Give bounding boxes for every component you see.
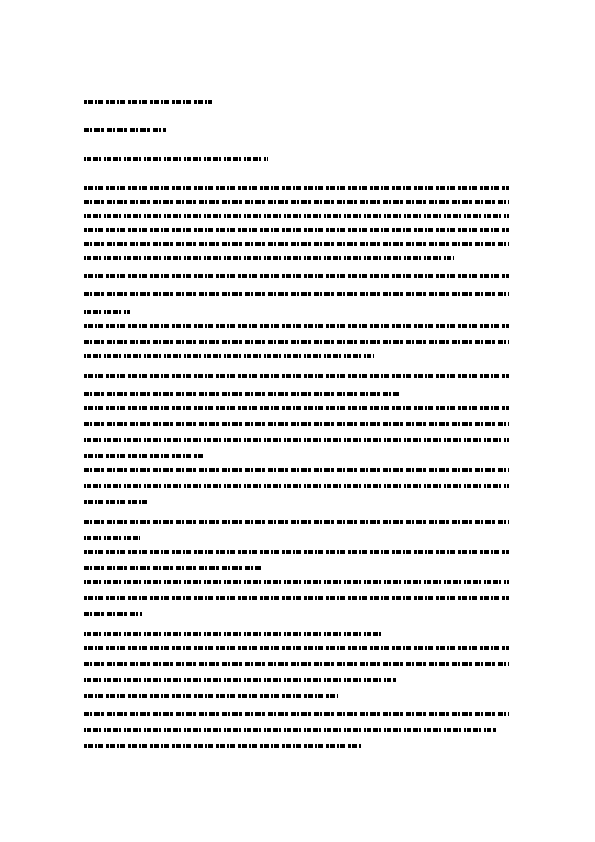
text-line [84,200,509,204]
text-line [84,550,509,554]
text-line [84,694,338,698]
text-line [84,292,509,296]
header-line-2 [84,128,166,132]
text-line [84,596,509,600]
text-line [84,324,509,328]
text-line [84,662,509,666]
text-line [84,580,509,584]
text-line [84,374,509,378]
text-line [84,520,509,524]
text-line [84,536,140,540]
text-line [84,438,509,442]
text-line [84,744,362,748]
header-line-1 [84,100,212,104]
text-line [84,186,509,190]
text-line [84,354,374,358]
text-line [84,712,509,716]
text-line [84,454,204,458]
text-line [84,242,509,246]
text-line [84,406,509,410]
text-line [84,340,509,344]
section-title [84,157,268,161]
text-line [84,728,496,732]
text-line [84,392,399,396]
text-line [84,632,382,636]
text-line [84,310,130,314]
text-line [84,214,509,218]
text-line [84,646,509,650]
text-line [84,228,509,232]
text-line [84,484,509,488]
text-line [84,468,509,472]
text-line [84,500,148,504]
text-line [84,274,509,278]
text-line [84,422,509,426]
text-line [84,678,396,682]
text-line [84,566,262,570]
text-line [84,256,454,260]
text-line [84,612,142,616]
